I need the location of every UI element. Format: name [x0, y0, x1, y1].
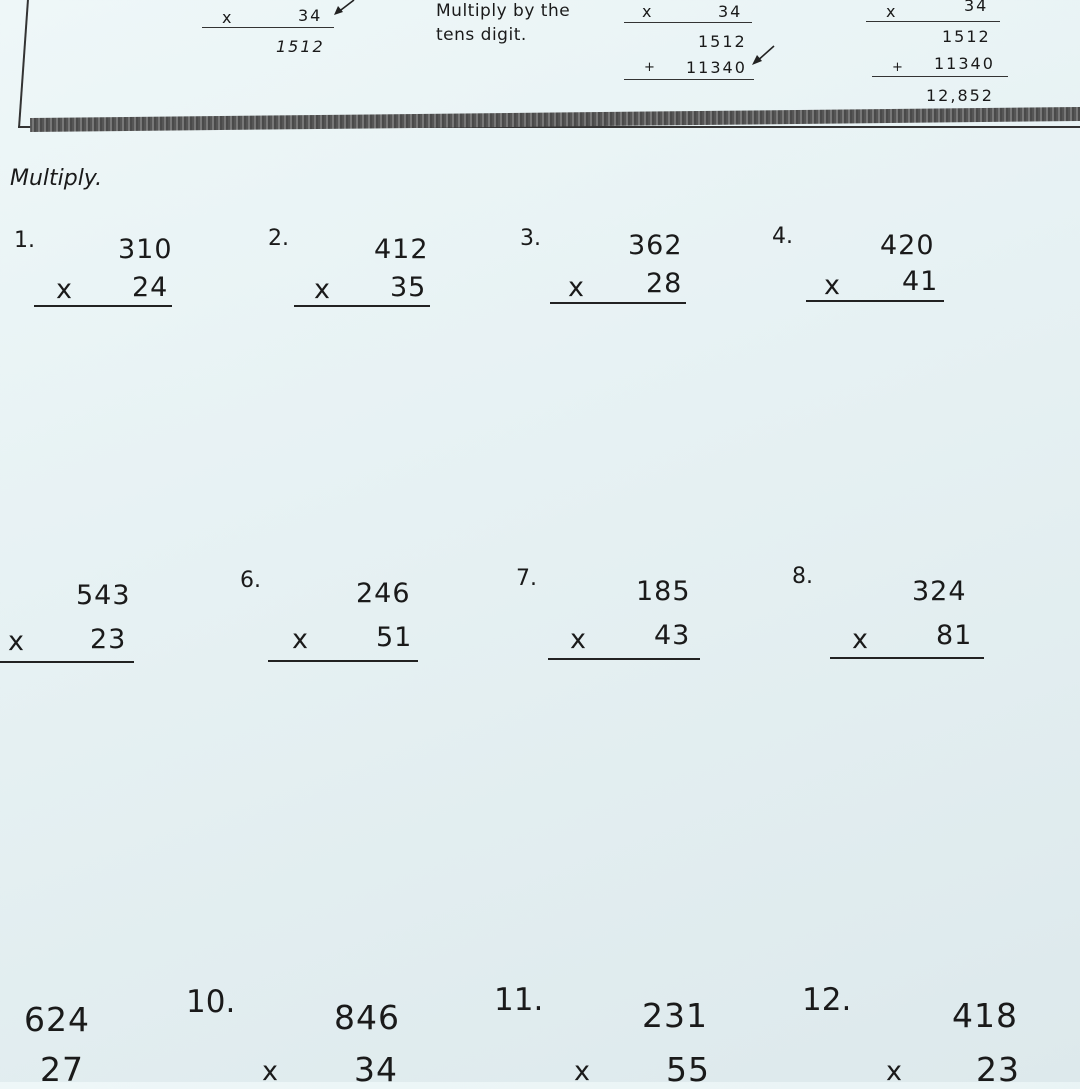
problem-times-sign: x	[56, 274, 73, 305]
problem-bottom-number: 35	[390, 272, 427, 303]
example-instruction-line1: Multiply by the	[436, 1, 571, 21]
example-step2-rule2	[624, 79, 754, 80]
example-step3-partial2: 11340	[934, 54, 995, 73]
example-step1-multiplier: 34	[298, 6, 323, 25]
problem-bottom-number: 28	[646, 268, 683, 299]
problem-top-number: 310	[118, 234, 173, 265]
problem-top-number: 185	[636, 576, 691, 607]
example-step1-partial: 1512	[276, 37, 325, 56]
problem-number: 4.	[772, 224, 793, 249]
problem-top-number: 418	[952, 996, 1018, 1035]
problem-times-sign: x	[824, 270, 841, 301]
example-step2-sign: x	[642, 2, 654, 21]
problem-bottom-number: 27	[40, 1050, 84, 1089]
example-step1-sign: x	[222, 8, 234, 27]
problem-number: 7.	[516, 566, 537, 591]
example-step2-multiplier: 34	[718, 2, 743, 21]
problem-number: 10.	[186, 984, 236, 1020]
problem-rule	[0, 661, 134, 663]
problem-times-sign: x	[852, 624, 869, 655]
problem-top-number: 231	[642, 996, 708, 1035]
problem-number: 2.	[268, 226, 289, 251]
problem-times-sign: x	[8, 626, 25, 657]
problem-top-number: 412	[374, 234, 429, 265]
example-step2-arrow-icon	[752, 46, 776, 70]
problem-times-sign: x	[314, 274, 331, 305]
example-step3-rule2	[872, 76, 1008, 77]
problem-rule	[830, 657, 984, 659]
example-step3-rule1	[866, 21, 1000, 22]
example-step3-plus: +	[892, 60, 905, 75]
example-step3-multiplier: 34	[964, 0, 989, 15]
problem-times-sign: x	[570, 624, 587, 655]
problem-rule	[34, 305, 172, 307]
problem-number: 6.	[240, 568, 261, 593]
problem-top-number: 543	[76, 580, 131, 611]
problem-bottom-number: 55	[666, 1050, 710, 1089]
problem-bottom-number: 34	[354, 1050, 398, 1089]
problem-rule	[548, 658, 700, 660]
example-step2-plus: +	[644, 60, 657, 75]
problem-top-number: 420	[880, 230, 935, 261]
example-step1-rule	[202, 27, 334, 28]
example-step3-partial1: 1512	[942, 27, 991, 46]
problem-bottom-number: 81	[936, 620, 973, 651]
problem-times-sign: x	[568, 272, 585, 303]
problem-top-number: 624	[24, 1000, 90, 1039]
problem-rule	[294, 305, 430, 307]
problem-times-sign: x	[292, 624, 309, 655]
problem-bottom-number: 43	[654, 620, 691, 651]
problem-bottom-number: 24	[132, 272, 169, 303]
problem-top-number: 324	[912, 576, 967, 607]
problem-number: 3.	[520, 226, 541, 251]
problem-number: 11.	[494, 982, 544, 1018]
problem-number: 1.	[14, 228, 35, 253]
problem-rule	[550, 302, 686, 304]
problem-top-number: 246	[356, 578, 411, 609]
problem-number: 12.	[802, 982, 852, 1018]
directions-text: Multiply.	[10, 166, 103, 191]
problem-number: 8.	[792, 564, 813, 589]
problem-times-sign: x	[886, 1056, 903, 1087]
problem-top-number: 846	[334, 998, 400, 1037]
example-step3-sign: x	[886, 2, 898, 21]
problem-bottom-number: 41	[902, 266, 939, 297]
problem-bottom-number: 51	[376, 622, 413, 653]
problem-times-sign: x	[262, 1056, 279, 1087]
problem-times-sign: x	[574, 1056, 591, 1087]
problem-rule	[806, 300, 944, 302]
problem-bottom-number: 23	[90, 624, 127, 655]
problem-bottom-number: 23	[976, 1050, 1020, 1089]
example-step2-partial2: 11340	[686, 58, 747, 77]
example-step1-arrow-icon	[334, 0, 356, 20]
example-step2-partial1: 1512	[698, 32, 747, 51]
problem-top-number: 362	[628, 230, 683, 261]
example-instruction-line2: tens digit.	[436, 25, 527, 45]
problem-rule	[268, 660, 418, 662]
example-step2-rule1	[624, 22, 752, 23]
example-step3-result: 12,852	[926, 86, 994, 105]
